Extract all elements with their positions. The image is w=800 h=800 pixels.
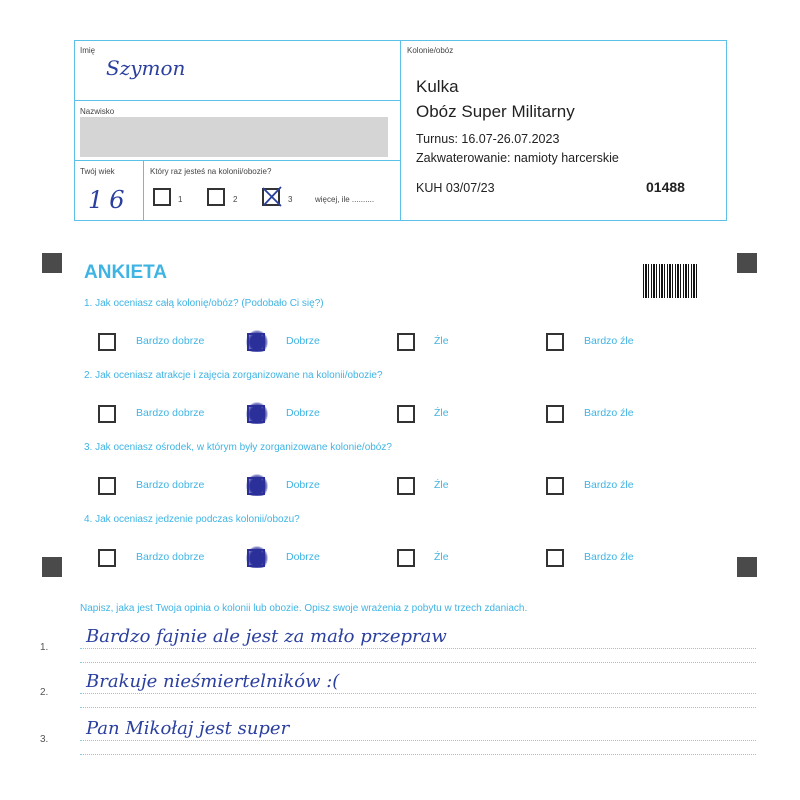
answer-2-number: 2. <box>40 687 49 698</box>
answer-1-text: Bardzo fajnie ale jest za mało przepraw <box>86 626 447 647</box>
question-4-option-4-label: Bardzo źle <box>584 551 634 563</box>
question-3-option-3-label: Źle <box>434 479 449 491</box>
camp-title: Obóz Super Militarny <box>416 102 575 121</box>
answer-3-number: 3. <box>40 734 49 745</box>
answer-1-number: 1. <box>40 642 49 653</box>
answer-1-line-2 <box>80 662 756 663</box>
question-2-text: 2. Jak oceniasz atrakcje i zajęcia zorganizowane na kolonii/obozie? <box>84 370 383 381</box>
question-4-option-1-checkbox[interactable] <box>98 549 116 567</box>
question-3-option-4-checkbox[interactable] <box>546 477 564 495</box>
question-1-option-1-checkbox[interactable] <box>98 333 116 351</box>
ktory-checkbox-1[interactable] <box>153 188 171 206</box>
wiek-value: 16 <box>88 186 131 214</box>
question-2-option-2-label: Dobrze <box>286 407 320 419</box>
question-3-option-2-label: Dobrze <box>286 479 320 491</box>
header-divider-3 <box>143 160 144 221</box>
imie-value: Szymon <box>106 56 186 80</box>
question-1-option-3-checkbox[interactable] <box>397 333 415 351</box>
question-4-text: 4. Jak oceniasz jedzenie podczas kolonii/obozu? <box>84 514 300 525</box>
question-4-option-3-checkbox[interactable] <box>397 549 415 567</box>
cross-mark-icon <box>260 184 284 208</box>
answer-1-line-1 <box>80 648 756 649</box>
ktory-option-3: 3 <box>288 195 293 204</box>
question-3-option-1-label: Bardzo dobrze <box>136 479 205 491</box>
ktory-option-2: 2 <box>233 195 238 204</box>
survey-title: ANKIETA <box>84 262 168 283</box>
registration-marker-bottom-left <box>42 557 62 577</box>
answer-3-line-1 <box>80 740 756 741</box>
header-divider-2 <box>74 160 401 161</box>
answer-2-line-2 <box>80 707 756 708</box>
question-1-option-2-checkbox[interactable] <box>247 333 265 351</box>
answer-3-text: Pan Mikołaj jest super <box>86 718 290 739</box>
question-4-option-3-label: Źle <box>434 551 449 563</box>
answer-2-text: Brakuje nieśmiertelników :( <box>86 671 340 692</box>
question-4-option-4-checkbox[interactable] <box>546 549 564 567</box>
zakwaterowanie: Zakwaterowanie: namioty harcerskie <box>416 151 619 165</box>
imie-label: Imię <box>80 46 96 55</box>
question-1-text: 1. Jak oceniasz całą kolonię/obóz? (Podobało Ci się?) <box>84 298 324 309</box>
nazwisko-label: Nazwisko <box>80 107 115 116</box>
question-2-option-3-label: Źle <box>434 407 449 419</box>
ktory-checkbox-3[interactable] <box>262 188 280 206</box>
question-1-option-4-checkbox[interactable] <box>546 333 564 351</box>
question-3-option-1-checkbox[interactable] <box>98 477 116 495</box>
header-divider-vertical <box>400 40 401 221</box>
question-3-option-2-checkbox[interactable] <box>247 477 265 495</box>
turnus: Turnus: 16.07-26.07.2023 <box>416 132 560 146</box>
header-divider-1 <box>74 100 401 101</box>
nazwisko-redacted <box>80 117 388 157</box>
question-3-text: 3. Jak oceniasz ośrodek, w którym były zorganizowane kolonie/obóz? <box>84 442 392 453</box>
question-2-option-3-checkbox[interactable] <box>397 405 415 423</box>
question-4-option-2-checkbox[interactable] <box>247 549 265 567</box>
question-1-option-2-label: Dobrze <box>286 335 320 347</box>
question-2-option-1-label: Bardzo dobrze <box>136 407 205 419</box>
ktory-checkbox-2[interactable] <box>207 188 225 206</box>
question-1-option-3-label: Źle <box>434 335 449 347</box>
question-3-option-4-label: Bardzo źle <box>584 479 634 491</box>
ktory-option-1: 1 <box>178 195 183 204</box>
question-1-option-1-label: Bardzo dobrze <box>136 335 205 347</box>
barcode <box>643 264 698 298</box>
question-2-option-4-label: Bardzo źle <box>584 407 634 419</box>
wiek-label: Twój wiek <box>80 167 115 176</box>
answer-3-line-2 <box>80 754 756 755</box>
registration-marker-bottom-right <box>737 557 757 577</box>
question-4-option-1-label: Bardzo dobrze <box>136 551 205 563</box>
question-3-option-3-checkbox[interactable] <box>397 477 415 495</box>
camp-code: KUH 03/07/23 <box>416 181 495 195</box>
question-2-option-4-checkbox[interactable] <box>546 405 564 423</box>
kolonie-label: Kolonie/obóz <box>407 46 454 55</box>
camp-name: Kulka <box>416 77 459 96</box>
question-2-option-2-checkbox[interactable] <box>247 405 265 423</box>
form-number: 01488 <box>646 179 685 195</box>
registration-marker-top-left <box>42 253 62 273</box>
registration-marker-top-right <box>737 253 757 273</box>
ktory-label: Który raz jesteś na kolonii/obozie? <box>150 167 272 176</box>
opinion-prompt: Napisz, jaka jest Twoja opinia o kolonii lub obozie. Opisz swoje wrażenia z pobytu w trzech zdaniach. <box>80 603 528 614</box>
question-2-option-1-checkbox[interactable] <box>98 405 116 423</box>
question-4-option-2-label: Dobrze <box>286 551 320 563</box>
ktory-more: więcej, ile .......... <box>315 195 375 204</box>
question-1-option-4-label: Bardzo źle <box>584 335 634 347</box>
answer-2-line-1 <box>80 693 756 694</box>
